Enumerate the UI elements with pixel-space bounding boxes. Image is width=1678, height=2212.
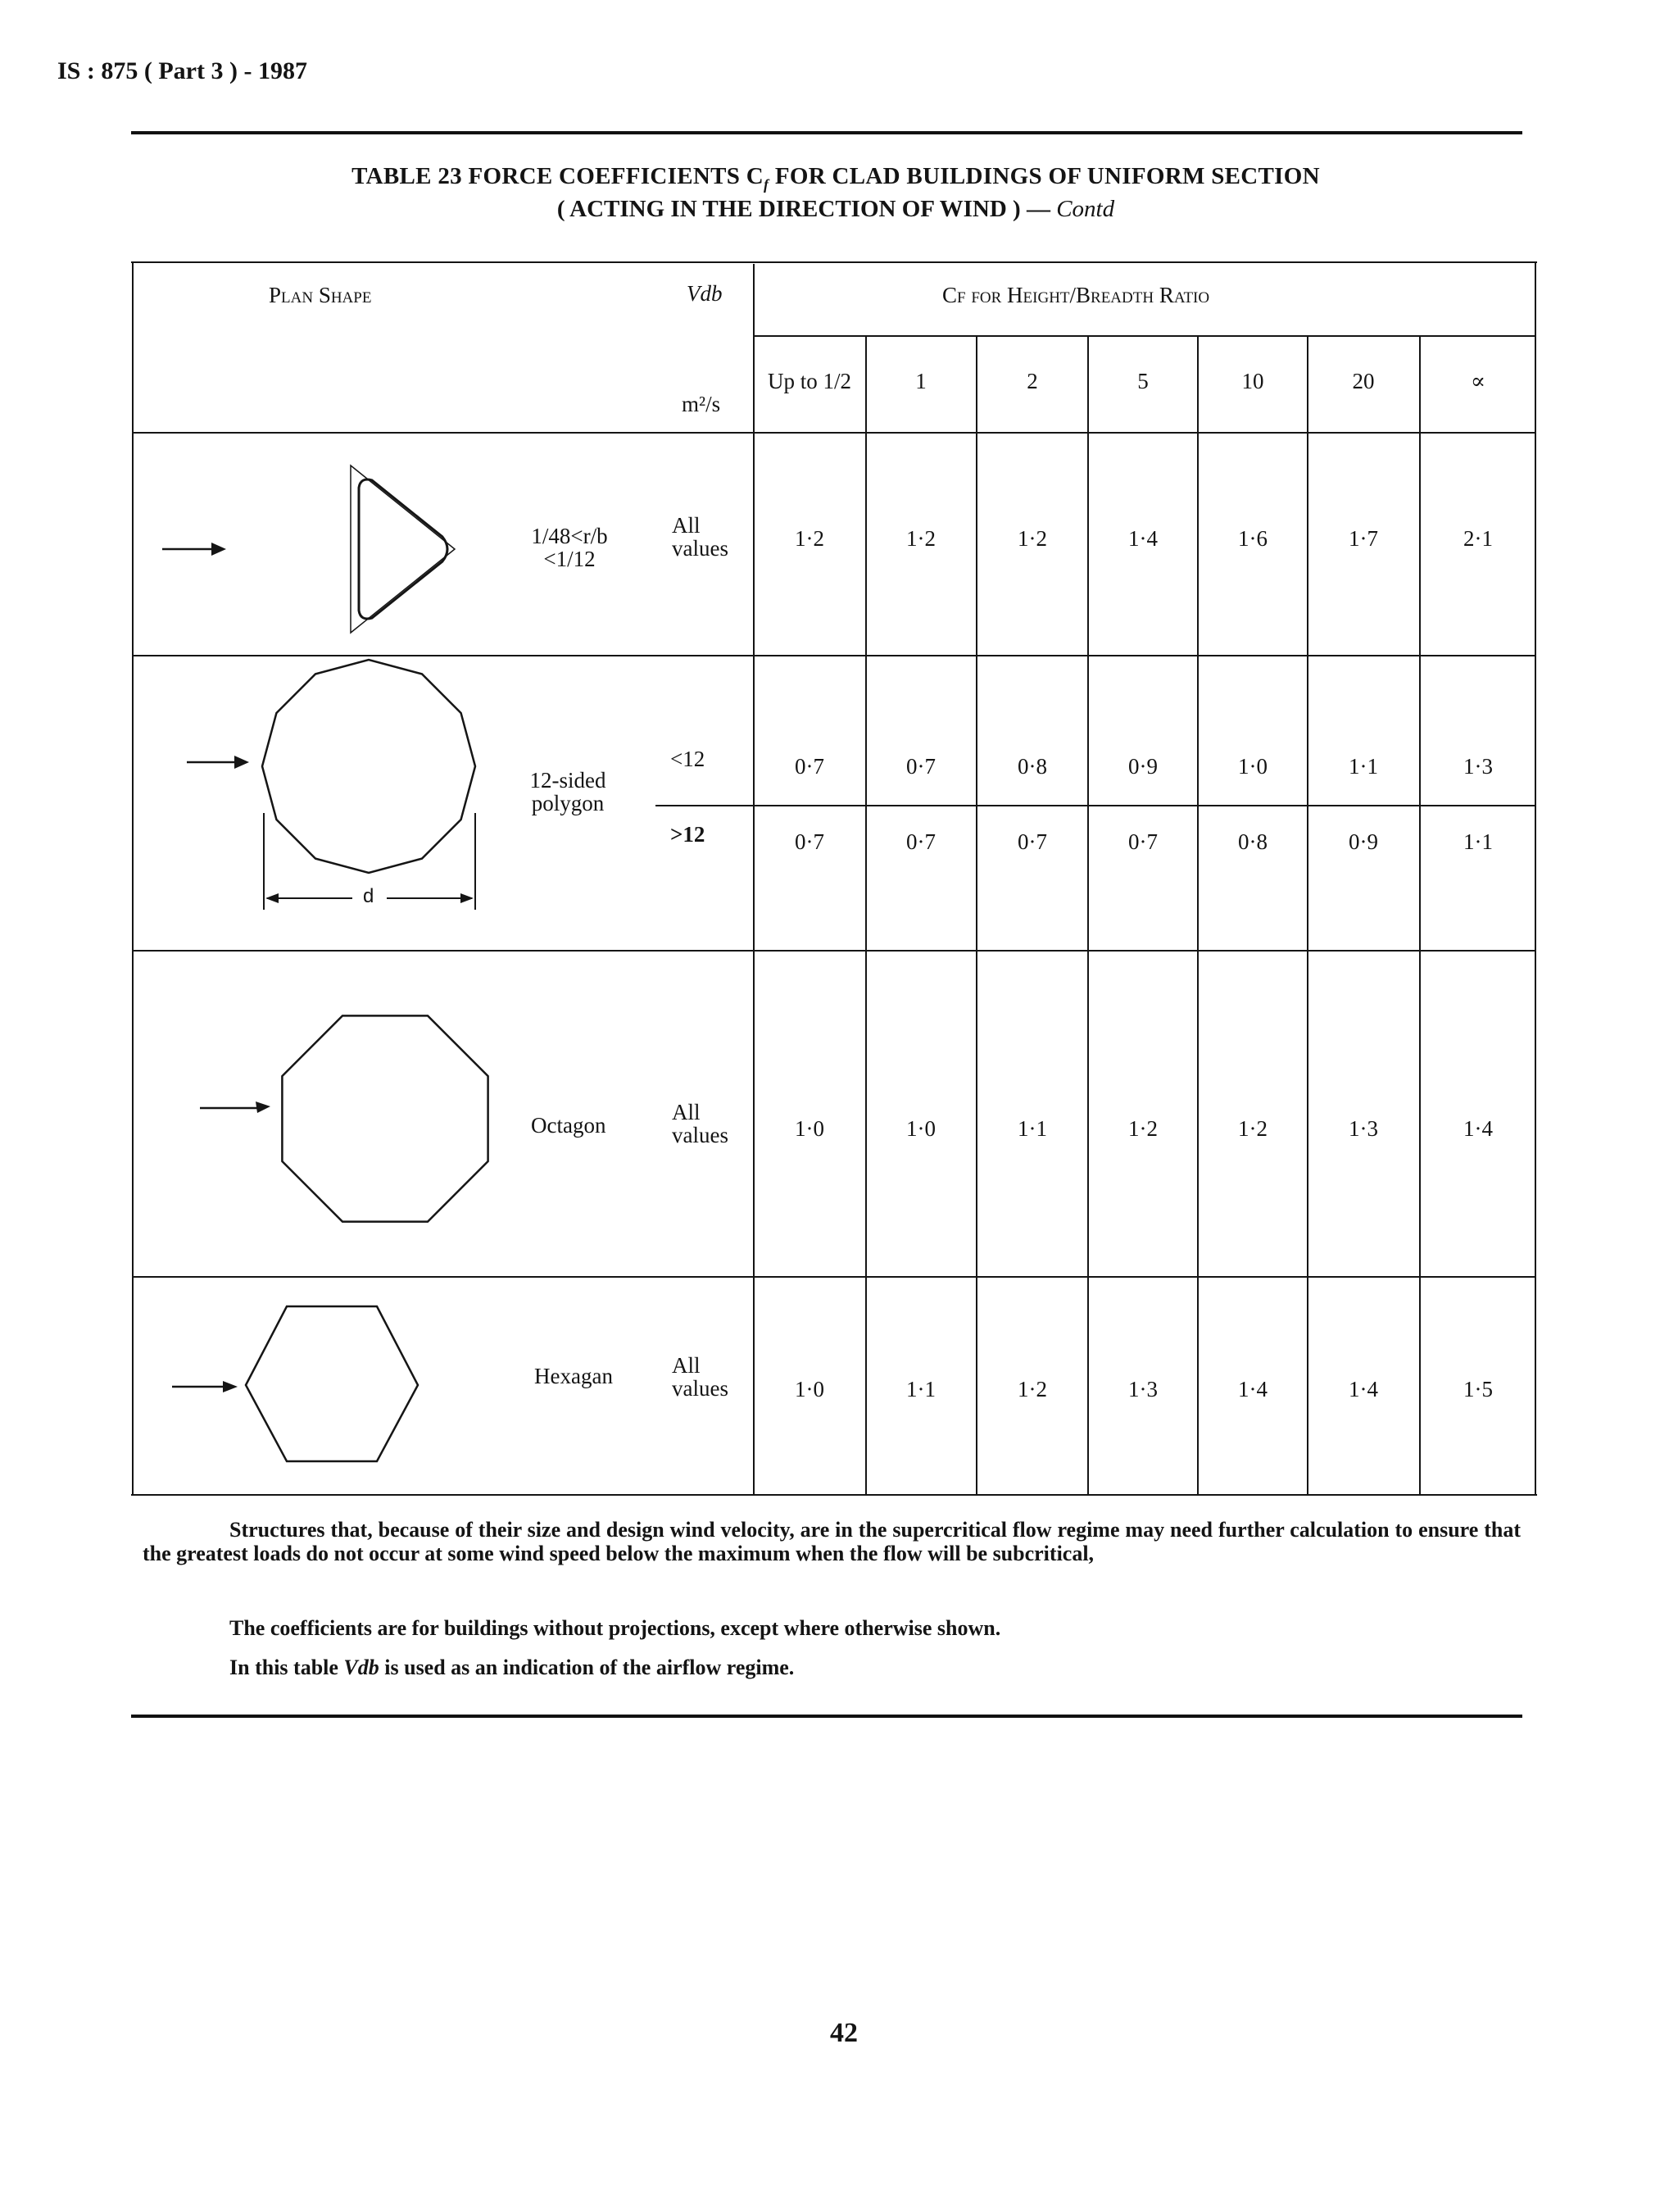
value-cell-r1-c1: 0·7 bbox=[906, 754, 936, 779]
row2-desc bbox=[515, 769, 621, 815]
row5-vdb bbox=[672, 1354, 728, 1400]
title-line1: TABLE 23 FORCE COEFFICIENTS C bbox=[351, 163, 764, 189]
note3-after: is used as an indication of the airflow regime. bbox=[379, 1656, 795, 1679]
row2-desc-line1: 12-sided bbox=[529, 768, 606, 793]
row2-vdb: <12 bbox=[670, 747, 705, 771]
value-cell-r4-c2: 1·2 bbox=[1018, 1377, 1047, 1401]
row4-vdb-line2: values bbox=[672, 1123, 728, 1147]
row4-vdb bbox=[672, 1101, 728, 1147]
wind-arrowhead-2 bbox=[234, 756, 249, 769]
row1-vdb bbox=[672, 514, 728, 560]
value-cell-r2-c0: 0·7 bbox=[795, 829, 824, 854]
rounded-triangle-shape bbox=[359, 479, 447, 619]
title-contd: Contd bbox=[1056, 195, 1115, 222]
row5-vdb-line1: All bbox=[672, 1353, 701, 1378]
note-paragraph-1: Structures that, because of their size and design wind velocity, are in the supercritical flow regime may need further calculation to ensure that the greatest loads do not occur at some wind speed below the maximum when the flow will be subcritical, bbox=[143, 1518, 1521, 1565]
value-cell-r0-c3: 1·4 bbox=[1128, 526, 1158, 551]
header-plan-shape: Plan Shape bbox=[269, 283, 372, 307]
page-number: 42 bbox=[830, 2018, 858, 2048]
dimension-label: d bbox=[363, 885, 374, 907]
ratio-header-3: 5 bbox=[1137, 369, 1149, 393]
header-cf-ratio: Cf for Height/Breadth Ratio bbox=[942, 283, 1210, 307]
row1-vdb-line1: All bbox=[672, 513, 701, 538]
value-cell-r3-c5: 1·3 bbox=[1349, 1116, 1378, 1141]
value-cell-r4-c5: 1·4 bbox=[1349, 1377, 1378, 1401]
value-cell-r3-c4: 1·2 bbox=[1238, 1116, 1268, 1141]
value-cell-r2-c6: 1·1 bbox=[1463, 829, 1493, 854]
title-line1-rest: FOR CLAD BUILDINGS OF UNIFORM SECTION bbox=[769, 163, 1320, 189]
value-cell-r0-c2: 1·2 bbox=[1018, 526, 1047, 551]
row1-desc-line2: <1/12 bbox=[543, 547, 596, 571]
wind-arrowhead-4 bbox=[223, 1381, 238, 1392]
value-cell-r3-c0: 1·0 bbox=[795, 1116, 824, 1141]
value-cell-r3-c6: 1·4 bbox=[1463, 1116, 1493, 1141]
row2-desc-line2: polygon bbox=[531, 791, 605, 815]
row5-desc: Hexagan bbox=[534, 1364, 613, 1388]
ratio-header-4: 10 bbox=[1241, 369, 1264, 393]
note-paragraph-3 bbox=[229, 1656, 794, 1679]
value-cell-r0-c4: 1·6 bbox=[1238, 526, 1268, 551]
value-cell-r3-c1: 1·0 bbox=[906, 1116, 936, 1141]
value-cell-r2-c4: 0·8 bbox=[1238, 829, 1268, 854]
row1-desc-line1: 1/48<r/b bbox=[531, 524, 608, 548]
header-vdb: Vdb bbox=[687, 281, 723, 306]
value-cell-r2-c1: 0·7 bbox=[906, 829, 936, 854]
value-cell-r4-c6: 1·5 bbox=[1463, 1377, 1493, 1401]
value-cell-r0-c6: 2·1 bbox=[1463, 526, 1493, 551]
value-cell-r4-c1: 1·1 bbox=[906, 1377, 936, 1401]
value-cell-r1-c4: 1·0 bbox=[1238, 754, 1268, 779]
title-line2: ( ACTING IN THE DIRECTION OF WIND ) — bbox=[556, 195, 1057, 222]
octagon-shape bbox=[282, 1015, 488, 1221]
value-cell-r1-c0: 0·7 bbox=[795, 754, 824, 779]
ratio-header-1: 1 bbox=[915, 369, 927, 393]
value-cell-r3-c2: 1·1 bbox=[1018, 1116, 1047, 1141]
value-cell-r1-c2: 0·8 bbox=[1018, 754, 1047, 779]
hexagon-shape bbox=[246, 1306, 418, 1461]
dodecagon-shape bbox=[262, 660, 475, 873]
value-cell-r2-c5: 0·9 bbox=[1349, 829, 1378, 854]
note3-before: In this table bbox=[229, 1656, 344, 1679]
ratio-header-2: 2 bbox=[1027, 369, 1038, 393]
row5-vdb-line2: values bbox=[672, 1376, 728, 1401]
value-cell-r1-c3: 0·9 bbox=[1128, 754, 1158, 779]
note-paragraph-2: The coefficients are for buildings without projections, except where otherwise shown. bbox=[229, 1616, 1001, 1640]
value-cell-r3-c3: 1·2 bbox=[1128, 1116, 1158, 1141]
value-cell-r0-c0: 1·2 bbox=[795, 526, 824, 551]
standard-header: IS : 875 ( Part 3 ) - 1987 bbox=[57, 57, 307, 84]
note3-vdb: Vdb bbox=[343, 1656, 379, 1679]
value-cell-r4-c0: 1·0 bbox=[795, 1377, 824, 1401]
sharp-triangle-outline bbox=[351, 466, 455, 633]
value-cell-r0-c1: 1·2 bbox=[906, 526, 936, 551]
wind-arrowhead-3 bbox=[256, 1101, 270, 1113]
footer-rule bbox=[131, 1715, 1522, 1718]
value-cell-r4-c3: 1·3 bbox=[1128, 1377, 1158, 1401]
value-cell-r0-c5: 1·7 bbox=[1349, 526, 1378, 551]
row1-desc bbox=[516, 525, 623, 570]
wind-arrowhead-1 bbox=[211, 543, 226, 556]
row4-vdb-line1: All bbox=[672, 1100, 701, 1124]
row1-vdb-line2: values bbox=[672, 536, 728, 561]
value-cell-r2-c2: 0·7 bbox=[1018, 829, 1047, 854]
row4-desc: Octagon bbox=[531, 1113, 606, 1138]
value-cell-r1-c5: 1·1 bbox=[1349, 754, 1378, 779]
value-cell-r1-c6: 1·3 bbox=[1463, 754, 1493, 779]
header-vdb-unit: m²/s bbox=[682, 392, 721, 416]
row3-vdb: >12 bbox=[670, 822, 705, 847]
ratio-header-5: 20 bbox=[1352, 369, 1375, 393]
value-cell-r4-c4: 1·4 bbox=[1238, 1377, 1268, 1401]
value-cell-r2-c3: 0·7 bbox=[1128, 829, 1158, 854]
ratio-header-6: ∝ bbox=[1470, 369, 1486, 393]
ratio-header-0: Up to 1/2 bbox=[767, 369, 852, 393]
title-subscript: f bbox=[764, 175, 769, 193]
